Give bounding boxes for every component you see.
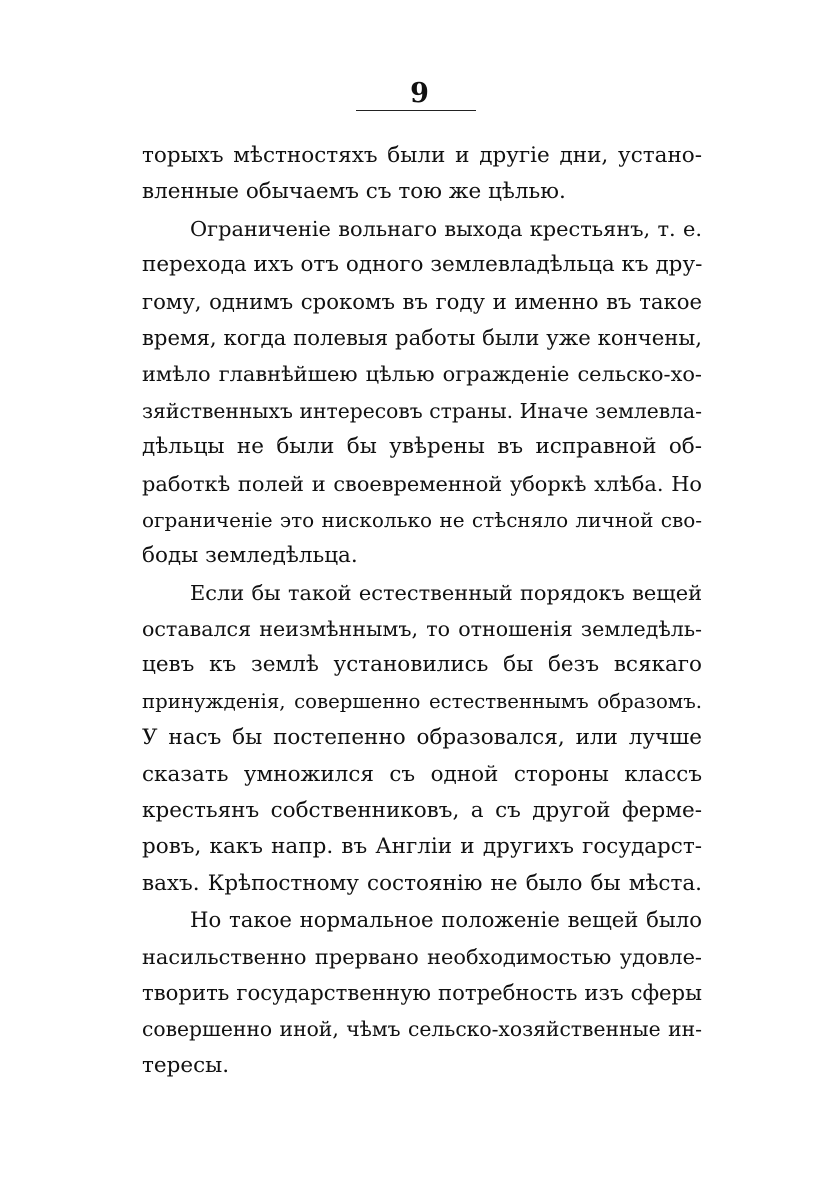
- text-line: цевъ къ землѣ установились бы безъ всякаго: [142, 652, 702, 678]
- text-line: зяйственныхъ интересовъ страны. Иначе землевла-: [142, 398, 702, 423]
- paragraph: [142, 138, 702, 211]
- text-line: сказать умножился съ одной стороны классъ: [142, 761, 702, 787]
- text-line: Ограниченіе вольнаго выхода крестьянъ, т. е.: [190, 216, 702, 241]
- text-line: ограниченіе это нисколько не стѣсняло личной сво-: [142, 507, 702, 532]
- text-line: Но такое нормальное положеніе вещей было: [190, 907, 702, 933]
- text-line: насильственно прервано необходимостью удовле-: [142, 944, 702, 969]
- text-line: оставался неизмѣннымъ, то отношенія земледѣль-: [142, 617, 702, 642]
- text-line: тересы.: [142, 1052, 230, 1078]
- text-line: принужденія, совершенно естественнымъ образомъ.: [142, 689, 702, 713]
- text-line: творить государственную потребность изъ сферы: [142, 979, 702, 1005]
- text-line: имѣло главнѣйшею цѣлью огражденіе сельско-хо-: [142, 362, 702, 387]
- text-line: боды земледѣльца.: [142, 543, 358, 569]
- body-text: [142, 138, 702, 1084]
- text-line: совершенно иной, чѣмъ сельско-хозяйственные ин-: [142, 1017, 702, 1042]
- paragraph: [142, 902, 702, 1084]
- text-line: вленные обычаемъ съ тою же цѣлью.: [142, 179, 566, 205]
- text-line: гому, однимъ срокомъ въ году и именно въ такое: [142, 288, 702, 314]
- page-number: 9: [410, 78, 430, 109]
- text-line: Если бы такой естественный порядокъ вещей: [190, 580, 702, 605]
- text-line: торыхъ мѣстностяхъ были и другіе дни, устано-: [142, 143, 702, 168]
- text-line: ровъ, какъ напр. въ Англіи и другихъ государст-: [142, 834, 702, 860]
- text-line: вахъ. Крѣпостному состоянію не было бы мѣста.: [142, 870, 702, 896]
- header-rule: [356, 110, 476, 111]
- text-line: перехода ихъ отъ одного землевладѣльца къ дру-: [142, 252, 702, 278]
- text-line: У насъ бы постепенно образовался, или лучше: [142, 725, 702, 751]
- text-line: работкѣ полей и своевременной уборкѣ хлѣба. Но: [142, 471, 702, 496]
- text-line: крестьянъ собственниковъ, а съ другой ферме-: [142, 798, 702, 824]
- text-line: время, когда полевыя работы были уже кончены,: [142, 324, 702, 350]
- paragraph: [142, 575, 702, 903]
- text-line: дѣльцы не были бы увѣрены въ исправной об-: [142, 434, 702, 460]
- paragraph: [142, 211, 702, 575]
